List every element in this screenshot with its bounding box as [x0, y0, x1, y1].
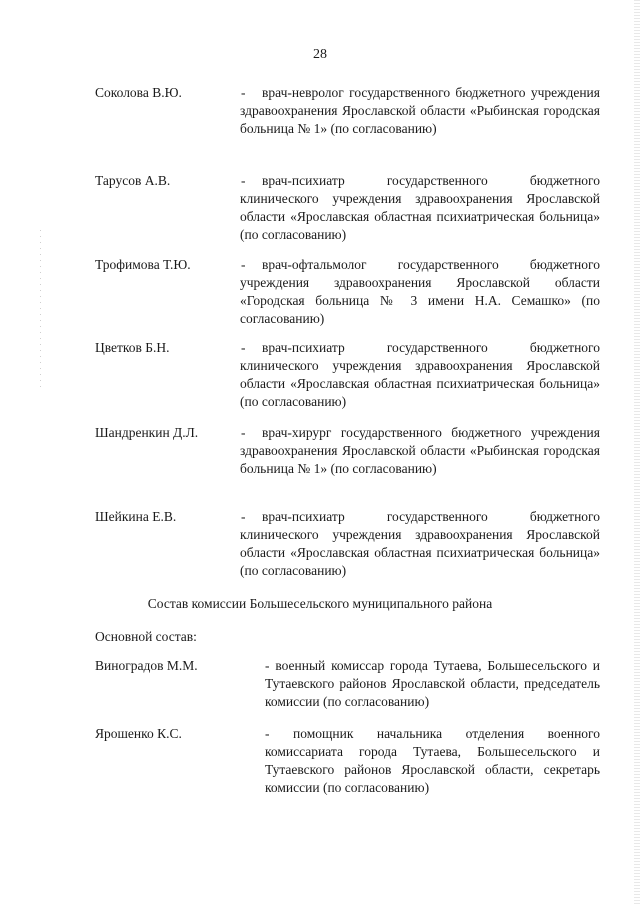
member-description: врач-психиатр государственного бюджетного клинического учреждения здравоохранения Ярославской области «Ярославская областная психиатрическая больница» (по согласованию) [240, 340, 600, 409]
member-description: врач-невролог государственного бюджетного учреждения здравоохранения Ярославской области «Рыбинская городская больница № 1» (по согласованию) [240, 85, 600, 136]
member-name: Соколова В.Ю. [95, 85, 182, 100]
member-dash: - [241, 340, 246, 355]
member-description: врач-психиатр государственного бюджетного клинического учреждения здравоохранения Ярославской области «Ярославская областная психиатрическая больница» (по согласованию) [240, 509, 600, 578]
member-name: Шандренкин Д.Л. [95, 425, 199, 440]
scan-artifact [40, 230, 41, 390]
member-dash: - [241, 85, 246, 100]
member-name: Виноградов М.М. [95, 658, 198, 673]
member-dash: - [241, 425, 246, 440]
page-number: 28 [313, 47, 327, 62]
section-title: Состав комиссии Большесельского муниципального района [147, 596, 493, 611]
member-name: Ярошенко К.С. [95, 726, 182, 741]
member-dash: - [241, 257, 246, 272]
member-name: Цветков Б.Н. [95, 340, 170, 355]
member-description: - военный комиссар города Тутаева, Большесельского и Тутаевского районов Ярославской области, председатель комиссии (по согласованию) [265, 658, 600, 709]
member-name: Тарусов А.В. [95, 173, 171, 188]
member-description: врач-психиатр государственного бюджетного клинического учреждения здравоохранения Ярославской области «Ярославская областная психиатрическая больница» (по согласованию) [240, 173, 600, 242]
scan-edge [634, 0, 640, 905]
member-description: - помощник начальника отделения военного комиссариата города Тутаева, Большесельского и Тутаевского районов Ярославской области, секретарь комиссии (по согласованию) [265, 726, 600, 795]
member-dash: - [241, 509, 246, 524]
section-subhead: Основной состав: [95, 629, 197, 644]
member-name: Трофимова Т.Ю. [95, 257, 191, 272]
member-dash: - [241, 173, 246, 188]
member-name: Шейкина Е.В. [95, 509, 177, 524]
member-description: врач-хирург государственного бюджетного учреждения здравоохранения Ярославской области «Рыбинская городская больница № 1» (по согласованию) [240, 425, 600, 476]
member-description: врач-офтальмолог государственного бюджетного учреждения здравоохранения Ярославской области «Городская больница № 3 имени Н.А. Семашко» (по согласованию) [240, 257, 600, 326]
